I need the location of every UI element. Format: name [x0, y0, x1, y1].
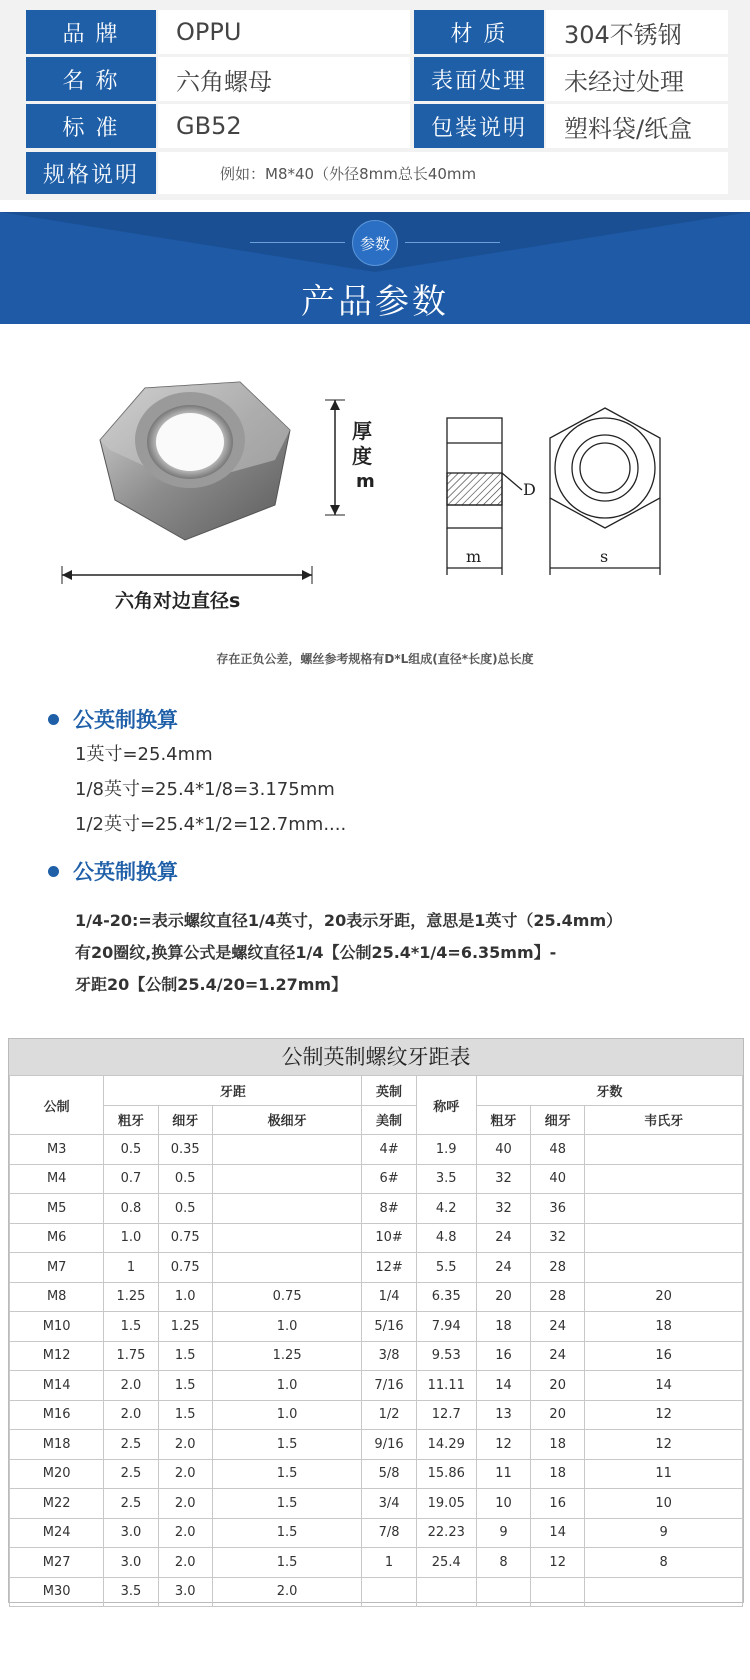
table-row — [10, 1459, 743, 1489]
table-cell: 1.0 — [212, 1312, 362, 1342]
table-cell: 5/8 — [362, 1459, 416, 1489]
table-cell: 40 — [531, 1164, 585, 1194]
table-cell: 1.0 — [158, 1282, 212, 1312]
pitch-table — [8, 1038, 744, 1603]
table-cell: 36 — [531, 1194, 585, 1224]
table-cell: 9.53 — [416, 1341, 476, 1371]
table-cell: M24 — [10, 1518, 104, 1548]
table-cell: M3 — [10, 1135, 104, 1165]
spec-label-surface: 表面处理 — [414, 57, 544, 101]
table-row — [10, 1577, 743, 1607]
spec-value-name: 六角螺母 — [158, 57, 410, 101]
table-cell: 10# — [362, 1223, 416, 1253]
spec-row-brand — [0, 10, 750, 54]
table-cell: 9 — [585, 1518, 743, 1548]
table-cell: 11.11 — [416, 1371, 476, 1401]
thread-line-2: 有20圈纹,换算公式是螺纹直径1/4【公制25.4*1/4=6.35mm】- — [75, 943, 557, 962]
table-cell: 20 — [531, 1371, 585, 1401]
table-cell: 1.5 — [212, 1518, 362, 1548]
table-cell — [585, 1253, 743, 1283]
thickness-label-3: m — [356, 471, 375, 492]
table-cell: 28 — [531, 1253, 585, 1283]
table-cell: 12 — [476, 1430, 530, 1460]
table-cell: 1.5 — [212, 1430, 362, 1460]
table-cell: M30 — [10, 1577, 104, 1607]
table-cell: M7 — [10, 1253, 104, 1283]
table-cell: 3.0 — [158, 1577, 212, 1607]
table-cell: 0.5 — [158, 1164, 212, 1194]
spec-value-standard: GB52 — [158, 104, 410, 148]
table-cell: 3.0 — [104, 1518, 158, 1548]
table-cell: 1.25 — [212, 1341, 362, 1371]
table-cell: M14 — [10, 1371, 104, 1401]
banner-badge: 参数 — [352, 220, 398, 266]
table-cell: M12 — [10, 1341, 104, 1371]
spec-row-name — [0, 57, 750, 101]
table-cell: 2.0 — [104, 1400, 158, 1430]
table-row — [10, 1341, 743, 1371]
table-cell: 1.5 — [158, 1341, 212, 1371]
header-extra-fine: 极细牙 — [212, 1105, 362, 1135]
table-row — [10, 1430, 743, 1460]
table-cell: 16 — [531, 1489, 585, 1519]
spec-label-size: 规格说明 — [26, 152, 156, 194]
table-row — [10, 1194, 743, 1224]
table-cell — [362, 1577, 416, 1607]
table-cell: 4.2 — [416, 1194, 476, 1224]
section-heading-2-text: 公英制换算 — [73, 860, 178, 884]
table-cell: 12 — [585, 1400, 743, 1430]
table-cell — [212, 1253, 362, 1283]
table-cell: 3.5 — [416, 1164, 476, 1194]
spec-value-package: 塑料袋/纸盒 — [546, 104, 728, 148]
table-cell: 0.5 — [104, 1135, 158, 1165]
table-cell: 2.5 — [104, 1459, 158, 1489]
table-cell: 1.25 — [158, 1312, 212, 1342]
table-cell: 1 — [362, 1548, 416, 1578]
table-cell: 14.29 — [416, 1430, 476, 1460]
table-cell: M5 — [10, 1194, 104, 1224]
table-cell: M6 — [10, 1223, 104, 1253]
spec-value-brand: OPPU — [158, 10, 410, 54]
table-cell: 7/8 — [362, 1518, 416, 1548]
banner-line-left — [250, 242, 345, 243]
table-cell: 32 — [476, 1194, 530, 1224]
thread-line-1: 1/4-20:=表示螺纹直径1/4英寸，20表示牙距，意思是1英寸（25.4mm） — [75, 911, 623, 930]
pitch-table-title: 公制英制螺纹牙距表 — [9, 1039, 743, 1075]
table-cell: 0.75 — [158, 1253, 212, 1283]
table-cell — [585, 1223, 743, 1253]
table-cell: 5/16 — [362, 1312, 416, 1342]
table-cell: 24 — [476, 1253, 530, 1283]
table-cell: 4.8 — [416, 1223, 476, 1253]
table-cell — [212, 1194, 362, 1224]
table-cell: 40 — [476, 1135, 530, 1165]
table-cell: 9 — [476, 1518, 530, 1548]
table-cell: 11 — [585, 1459, 743, 1489]
width-dimension — [62, 566, 312, 584]
table-cell — [416, 1577, 476, 1607]
table-cell: 24 — [531, 1341, 585, 1371]
table-cell — [585, 1194, 743, 1224]
header-tpi: 牙数 — [476, 1076, 742, 1106]
table-cell: 1.0 — [104, 1223, 158, 1253]
banner-title: 产品参数 — [301, 282, 449, 322]
table-cell: 19.05 — [416, 1489, 476, 1519]
table-cell: 0.35 — [158, 1135, 212, 1165]
table-cell: 1 — [104, 1253, 158, 1283]
section-heading-1-text: 公英制换算 — [73, 708, 178, 732]
nut-side-view — [447, 418, 522, 575]
conversion-line-2: 1/8英寸=25.4*1/8=3.175mm — [75, 779, 335, 800]
table-cell: 15.86 — [416, 1459, 476, 1489]
table-cell: 2.5 — [104, 1430, 158, 1460]
table-cell — [212, 1223, 362, 1253]
table-cell: 32 — [531, 1223, 585, 1253]
header-imperial: 英制 — [362, 1076, 416, 1106]
nut-diagram — [0, 330, 750, 640]
table-row — [10, 1135, 743, 1165]
table-cell: 7.94 — [416, 1312, 476, 1342]
table-cell: 1.25 — [104, 1282, 158, 1312]
table-cell: 1/4 — [362, 1282, 416, 1312]
table-cell: 3/4 — [362, 1489, 416, 1519]
table-cell: M16 — [10, 1400, 104, 1430]
table-row — [10, 1223, 743, 1253]
table-cell: 1.9 — [416, 1135, 476, 1165]
table-cell: 1.5 — [212, 1459, 362, 1489]
table-cell: 1.5 — [104, 1312, 158, 1342]
table-cell: 20 — [585, 1282, 743, 1312]
table-cell: 0.8 — [104, 1194, 158, 1224]
s-label: s — [600, 547, 609, 566]
table-row — [10, 1371, 743, 1401]
header-pitch: 牙距 — [104, 1076, 362, 1106]
table-cell: 12 — [585, 1430, 743, 1460]
spec-value-surface: 未经过处理 — [546, 57, 728, 101]
m-label: m — [466, 547, 482, 566]
table-cell: 18 — [476, 1312, 530, 1342]
spec-label-name: 名 称 — [26, 57, 156, 101]
table-cell: 2.0 — [212, 1577, 362, 1607]
header-metric: 公制 — [10, 1076, 104, 1135]
table-cell: M8 — [10, 1282, 104, 1312]
bullet-icon — [48, 714, 59, 725]
table-cell: 8 — [476, 1548, 530, 1578]
table-cell: 0.75 — [212, 1282, 362, 1312]
table-cell: 16 — [476, 1341, 530, 1371]
table-cell: 14 — [476, 1371, 530, 1401]
table-cell: 1.75 — [104, 1341, 158, 1371]
table-cell: 1.0 — [212, 1400, 362, 1430]
header-name: 称呼 — [416, 1076, 476, 1135]
table-cell: 4# — [362, 1135, 416, 1165]
table-cell: 6.35 — [416, 1282, 476, 1312]
spec-value-material: 304不锈钢 — [546, 10, 728, 54]
spec-label-brand: 品 牌 — [26, 10, 156, 54]
header-fine-tpi: 细牙 — [531, 1105, 585, 1135]
banner-line-right — [405, 242, 500, 243]
spec-label-standard: 标 准 — [26, 104, 156, 148]
thickness-label-2: 度 — [352, 444, 372, 468]
table-cell: 48 — [531, 1135, 585, 1165]
table-cell: 18 — [531, 1459, 585, 1489]
spec-row-standard — [0, 104, 750, 148]
table-cell: 1.5 — [212, 1489, 362, 1519]
table-cell: 16 — [585, 1341, 743, 1371]
table-cell: M20 — [10, 1459, 104, 1489]
table-cell: 1.0 — [212, 1371, 362, 1401]
table-cell: 14 — [531, 1518, 585, 1548]
table-cell: M27 — [10, 1548, 104, 1578]
table-cell: 2.0 — [158, 1459, 212, 1489]
table-cell: 12# — [362, 1253, 416, 1283]
table-cell: M22 — [10, 1489, 104, 1519]
table-cell: 11 — [476, 1459, 530, 1489]
table-cell: 20 — [531, 1400, 585, 1430]
conversion-line-1: 1英寸=25.4mm — [75, 744, 213, 765]
thickness-dimension — [325, 400, 345, 515]
table-cell: 18 — [585, 1312, 743, 1342]
table-cell: 1/2 — [362, 1400, 416, 1430]
table-row — [10, 1489, 743, 1519]
width-label: 六角对边直径s — [115, 590, 241, 612]
table-cell: M18 — [10, 1430, 104, 1460]
table-cell: M10 — [10, 1312, 104, 1342]
table-cell: 12 — [531, 1548, 585, 1578]
header-us: 美制 — [362, 1105, 416, 1135]
table-cell: 0.5 — [158, 1194, 212, 1224]
table-cell — [585, 1164, 743, 1194]
spec-panel — [0, 0, 750, 200]
table-cell: 0.7 — [104, 1164, 158, 1194]
thickness-label-1: 厚 — [352, 419, 372, 443]
table-cell: 0.75 — [158, 1223, 212, 1253]
table-row — [10, 1312, 743, 1342]
table-cell: 14 — [585, 1371, 743, 1401]
table-cell: 32 — [476, 1164, 530, 1194]
table-row — [10, 1253, 743, 1283]
table-cell: 2.5 — [104, 1489, 158, 1519]
table-cell: 2.0 — [158, 1518, 212, 1548]
table-cell: 7/16 — [362, 1371, 416, 1401]
table-cell: 28 — [531, 1282, 585, 1312]
table-cell — [585, 1135, 743, 1165]
table-cell: 8# — [362, 1194, 416, 1224]
table-cell: 22.23 — [416, 1518, 476, 1548]
spec-example: 例如：M8*40（外径8mm总长40mm — [158, 152, 728, 194]
table-row — [10, 1400, 743, 1430]
table-cell: 2.0 — [158, 1548, 212, 1578]
tolerance-note: 存在正负公差，螺丝参考规格有D*L组成(直径*长度)总长度 — [216, 652, 534, 666]
pitch-table-grid — [9, 1075, 743, 1607]
params-banner — [0, 212, 750, 324]
table-cell: 8 — [585, 1548, 743, 1578]
table-cell: M4 — [10, 1164, 104, 1194]
table-cell: 12.7 — [416, 1400, 476, 1430]
header-coarse: 粗牙 — [104, 1105, 158, 1135]
table-cell — [531, 1577, 585, 1607]
table-cell — [585, 1577, 743, 1607]
table-cell: 24 — [476, 1223, 530, 1253]
table-row — [10, 1548, 743, 1578]
thread-line-3: 牙距20【公制25.4/20=1.27mm】 — [75, 975, 348, 994]
table-cell: 6# — [362, 1164, 416, 1194]
table-cell: 9/16 — [362, 1430, 416, 1460]
header-coarse-tpi: 粗牙 — [476, 1105, 530, 1135]
section-heading-1 — [48, 704, 178, 734]
table-row — [10, 1518, 743, 1548]
table-cell: 2.0 — [104, 1371, 158, 1401]
table-cell — [476, 1577, 530, 1607]
table-cell: 25.4 — [416, 1548, 476, 1578]
table-row — [10, 1164, 743, 1194]
table-cell — [212, 1164, 362, 1194]
table-cell: 2.0 — [158, 1489, 212, 1519]
header-whitworth: 韦氏牙 — [585, 1105, 743, 1135]
table-cell: 10 — [476, 1489, 530, 1519]
table-cell: 1.5 — [158, 1371, 212, 1401]
table-cell: 20 — [476, 1282, 530, 1312]
table-cell: 10 — [585, 1489, 743, 1519]
table-cell: 3.0 — [104, 1548, 158, 1578]
table-cell: 18 — [531, 1430, 585, 1460]
spec-label-material: 材 质 — [414, 10, 544, 54]
table-cell: 13 — [476, 1400, 530, 1430]
table-cell: 3.5 — [104, 1577, 158, 1607]
table-cell: 24 — [531, 1312, 585, 1342]
table-cell: 5.5 — [416, 1253, 476, 1283]
section-heading-2 — [48, 856, 178, 886]
table-row — [10, 1282, 743, 1312]
nut-photo — [100, 382, 290, 540]
bullet-icon — [48, 866, 59, 877]
conversion-line-3: 1/2英寸=25.4*1/2=12.7mm.... — [75, 814, 347, 835]
spec-label-package: 包装说明 — [414, 104, 544, 148]
table-cell: 1.5 — [158, 1400, 212, 1430]
table-cell: 3/8 — [362, 1341, 416, 1371]
table-cell: 1.5 — [212, 1548, 362, 1578]
d-label: D — [523, 480, 536, 499]
header-fine: 细牙 — [158, 1105, 212, 1135]
table-cell: 2.0 — [158, 1430, 212, 1460]
table-cell — [212, 1135, 362, 1165]
